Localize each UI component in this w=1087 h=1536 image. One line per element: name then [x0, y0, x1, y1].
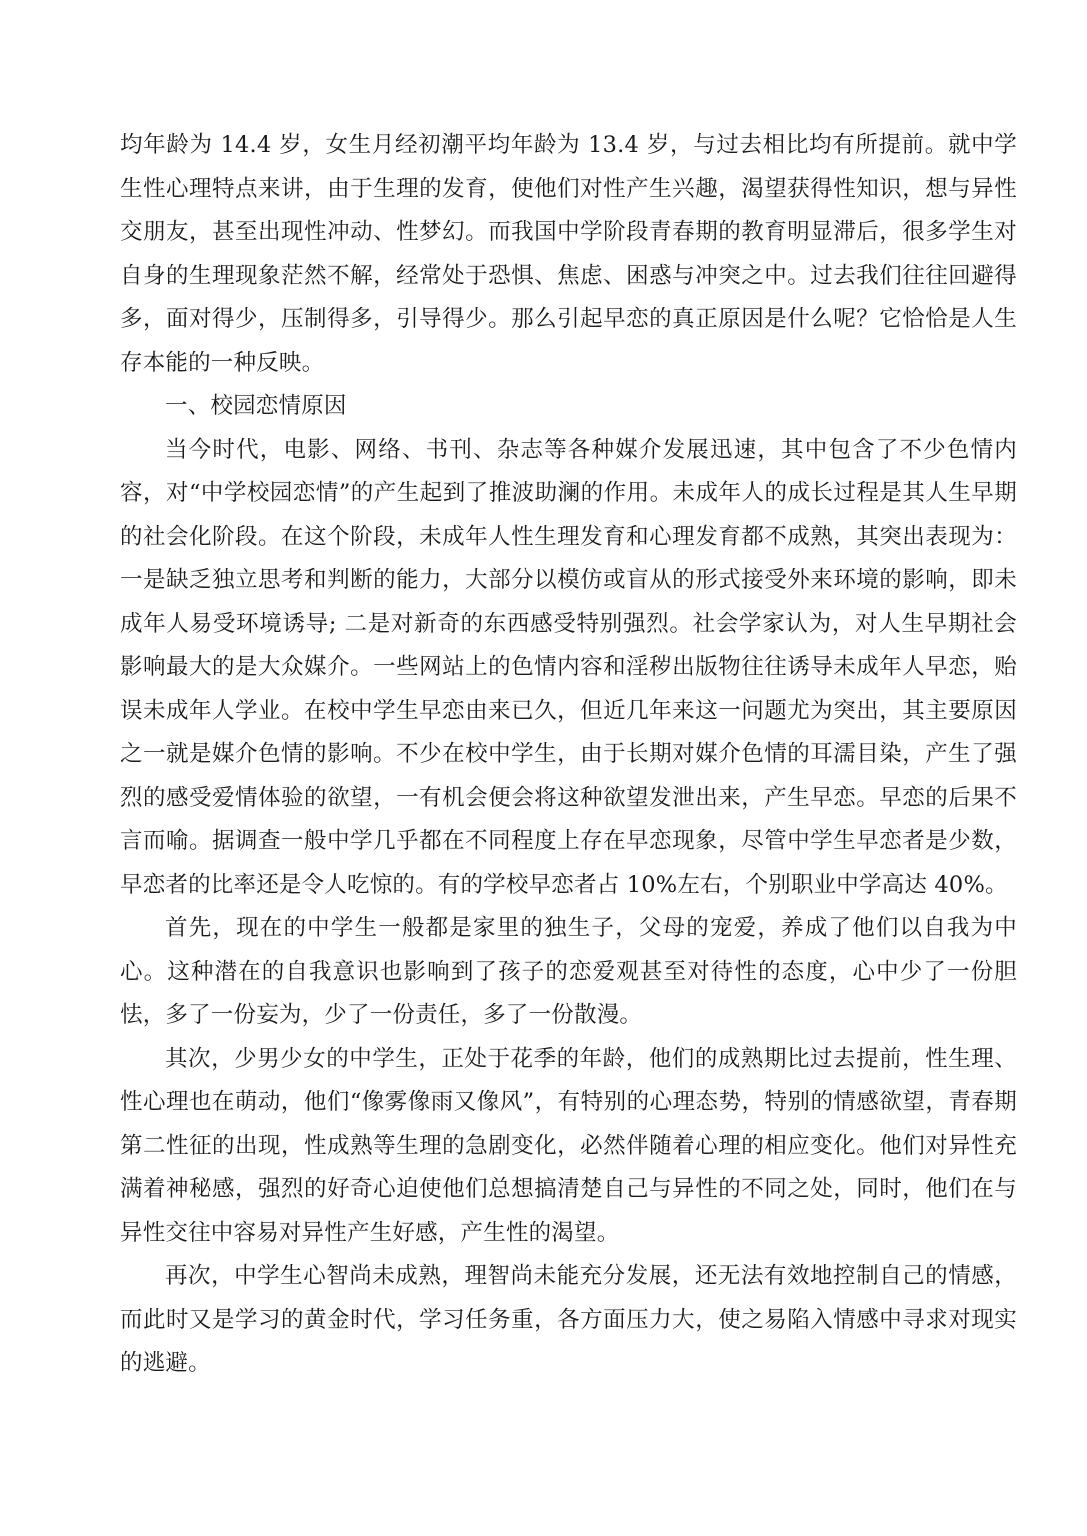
section-heading: 一、校园恋情原因 — [165, 393, 347, 419]
paragraph-first-reason: 首先，现在的中学生一般都是家里的独生子，父母的宠爱，养成了他们以自我为中心。这种潜在的自我意识也影响到了孩子的恋爱观甚至对待性的态度，心中少了一份胆怯，多了一份妄为，少了一份责任，多了一份散漫。 — [120, 915, 1017, 1028]
paragraph-intro-continued: 均年龄为 14.4 岁，女生月经初潮平均年龄为 13.4 岁，与过去相比均有所提前。就中学生性心理特点来讲，由于生理的发育，使他们对性产生兴趣，渴望获得性知识，想与异性交朋友，甚至出现性冲动、性梦幻。而我国中学阶段青春期的教育明显滞后，很多学生对自身的生理现象茫然不解，经常处于恐惧、焦虑、困惑与冲突之中。过去我们往往回避得多，面对得少，压制得多，引导得少。那么引起早恋的真正原因是什么呢？它恰恰是人生存本能的一种反映。 — [120, 132, 1017, 376]
paragraph-media-influence: 当今时代，电影、网络、书刊、杂志等各种媒介发展迅速，其中包含了不少色情内容，对“中学校园恋情”的产生起到了推波助澜的作用。未成年人的成长过程是其人生早期的社会化阶段。在这个阶段，未成年人性生理发育和心理发育都不成熟，其突出表现为：一是缺乏独立思考和判断的能力，大部分以模仿或盲从的形式接受外来环境的影响，即未成年人易受环境诱导; 二是对新奇的东西感受特别强烈。社会学家认为，对人生早期社会影响最大的是大众媒介。一些网站上的色情内容和淫秽出版物往往诱导未成年人早恋，贻误未成年人学业。在校中学生早恋由来已久，但近几年来这一问题尤为突出，其主要原因之一就是媒介色情的影响。不少在校中学生，由于长期对媒介色情的耳濡目染，产生了强烈的感受爱情体验的欲望，一有机会便会将这种欲望发泄出来，产生早恋。早恋的后果不言而喻。据调查一般中学几乎都在不同程度上存在早恋现象，尽管中学生早恋者是少数，早恋者的比率还是令人吃惊的。有的学校早恋者占 10%左右，个别职业中学高达 40%。 — [120, 436, 1017, 898]
document-body — [120, 124, 1017, 1386]
paragraph-third-reason: 再次，中学生心智尚未成熟，理智尚未能充分发展，还无法有效地控制自己的情感，而此时又是学习的黄金时代，学习任务重，各方面压力大，使之易陷入情感中寻求对现实的逃避。 — [120, 1263, 1017, 1376]
paragraph-second-reason: 其次，少男少女的中学生，正处于花季的年龄，他们的成熟期比过去提前，性生理、性心理也在萌动，他们“像雾像雨又像风”，有特别的心理态势，特别的情感欲望，青春期第二性征的出现，性成熟等生理的急剧变化，必然伴随着心理的相应变化。他们对异性充满着神秘感，强烈的好奇心迫使他们总想搞清楚自己与异性的不同之处，同时，他们在与异性交往中容易对异性产生好感，产生性的渴望。 — [120, 1045, 1017, 1246]
